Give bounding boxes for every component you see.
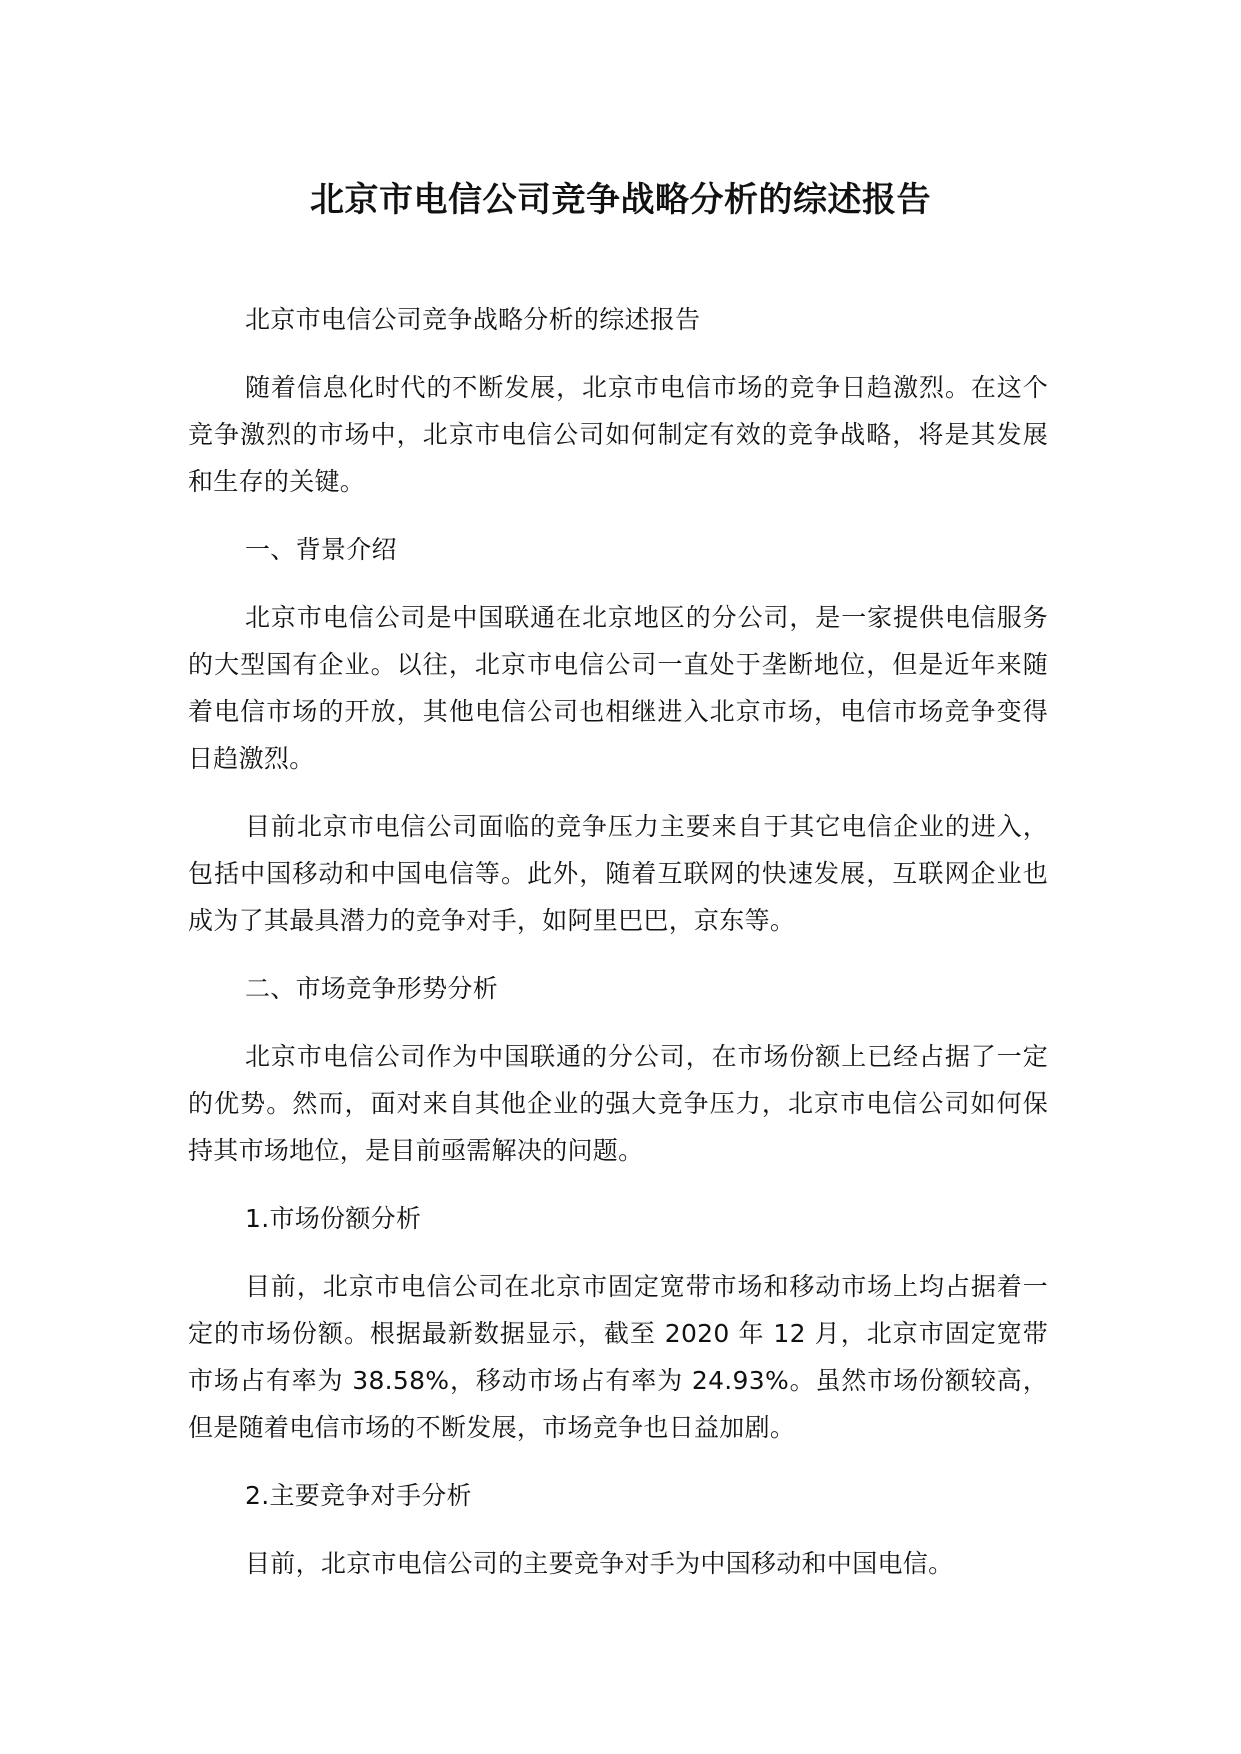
paragraph-intro: 随着信息化时代的不断发展，北京市电信市场的竞争日趋激烈。在这个竞争激烈的市场中，北京市电信公司如何制定有效的竞争战略，将是其发展和生存的关键。 xyxy=(188,373,1048,496)
document-body xyxy=(188,296,1048,1608)
subsection-heading-competitors: 2.主要竞争对手分析 xyxy=(245,1481,472,1510)
paragraph-market: 北京市电信公司作为中国联通的分公司，在市场份额上已经占据了一定的优势。然而，面对来自其他企业的强大竞争压力，北京市电信公司如何保持其市场地位，是目前亟需解决的问题。 xyxy=(188,1042,1048,1165)
section-heading-background: 一、背景介绍 xyxy=(245,535,397,564)
section-heading-market: 二、市场竞争形势分析 xyxy=(245,974,499,1003)
paragraph-background-2: 目前北京市电信公司面临的竞争压力主要来自于其它电信企业的进入，包括中国移动和中国电信等。此外，随着互联网的快速发展，互联网企业也成为了其最具潜力的竞争对手，如阿里巴巴，京东等。 xyxy=(188,812,1048,935)
paragraph-subtitle: 北京市电信公司竞争战略分析的综述报告 xyxy=(245,305,701,334)
paragraph-market-share: 目前，北京市电信公司在北京市固定宽带市场和移动市场上均占据着一定的市场份额。根据最新数据显示，截至 2020 年 12 月，北京市固定宽带市场占有率为 38.58%，移动市场占有率为 24.93%。虽然市场份额较高，但是随着电信市场的不断发展，市场竞争也日益加剧。 xyxy=(188,1272,1048,1442)
paragraph-background-1: 北京市电信公司是中国联通在北京地区的分公司，是一家提供电信服务的大型国有企业。以往，北京市电信公司一直处于垄断地位，但是近年来随着电信市场的开放，其他电信公司也相继进入北京市场，电信市场竞争变得日趋激烈。 xyxy=(188,603,1048,773)
paragraph-competitors: 目前，北京市电信公司的主要竞争对手为中国移动和中国电信。 xyxy=(245,1549,954,1578)
subsection-heading-market-share: 1.市场份额分析 xyxy=(245,1204,422,1233)
document-title: 北京市电信公司竞争战略分析的综述报告 xyxy=(310,180,931,220)
